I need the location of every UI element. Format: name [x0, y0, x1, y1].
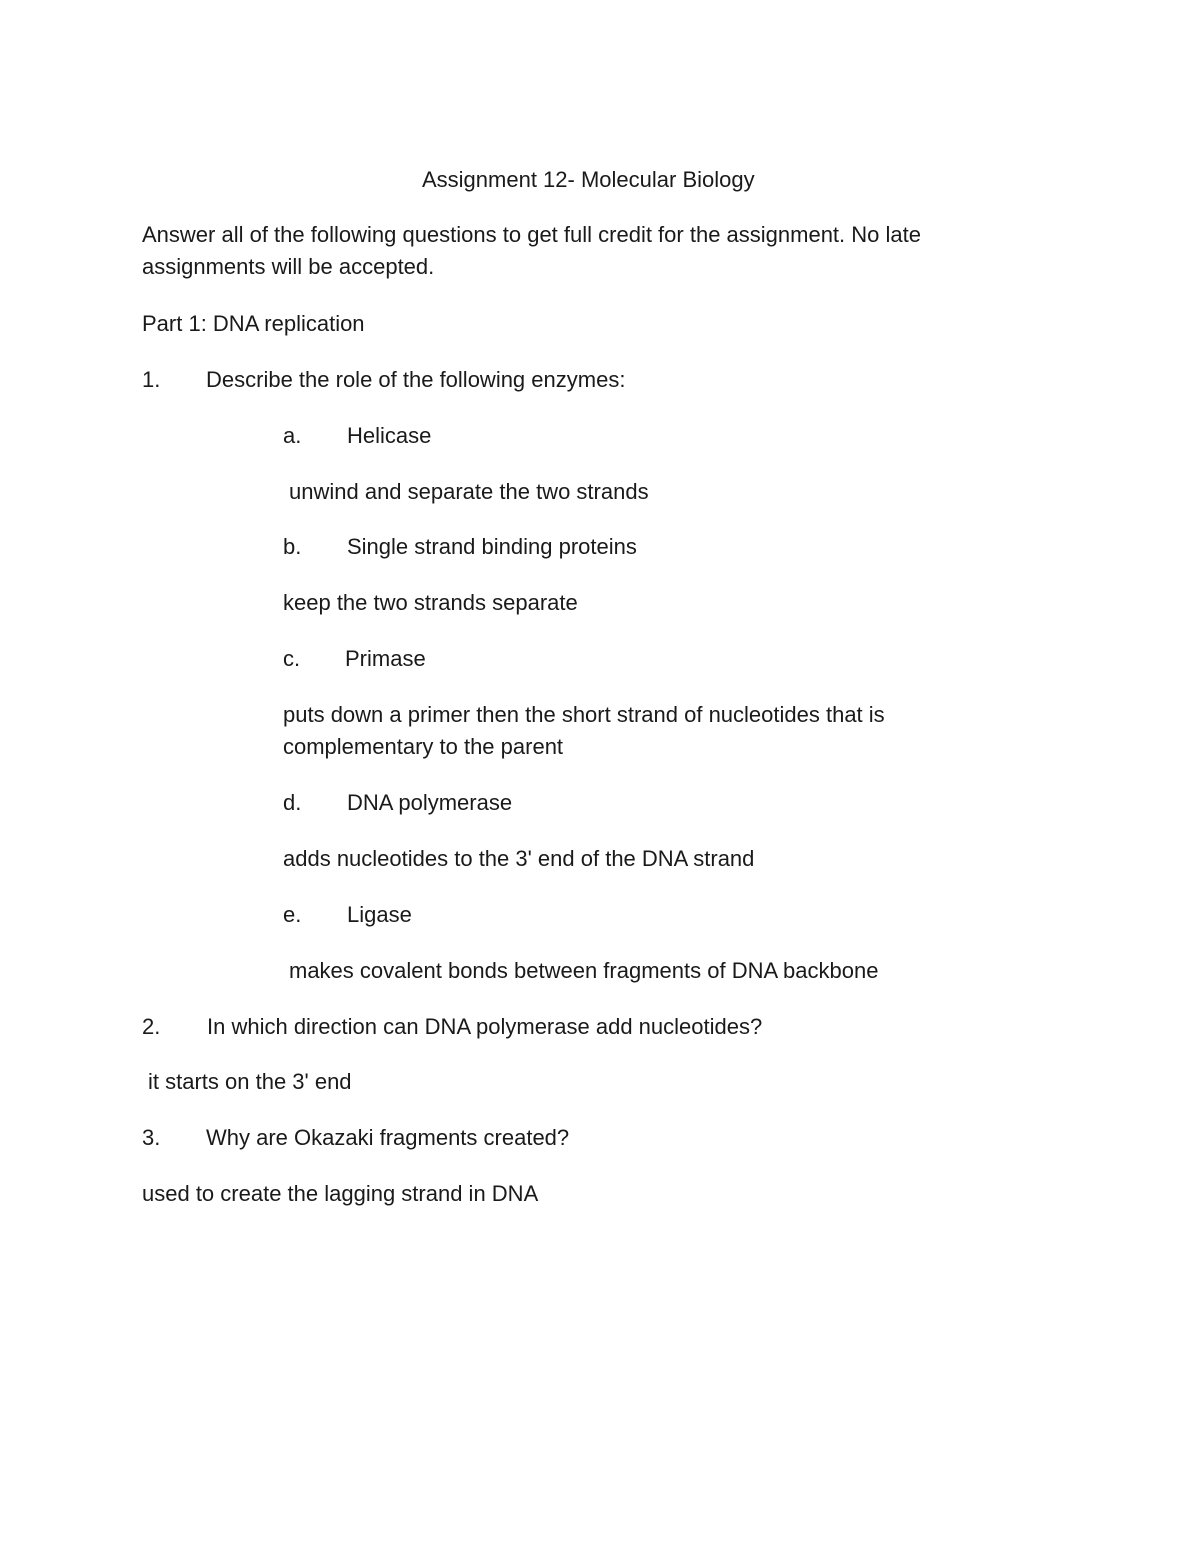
- item-e-letter: e.: [283, 902, 302, 927]
- item-a-label: Helicase: [347, 423, 432, 448]
- item-a-answer: unwind and separate the two strands: [289, 479, 649, 504]
- question-2-answer: it starts on the 3' end: [148, 1069, 352, 1094]
- item-a-letter: a.: [283, 423, 302, 448]
- item-d-letter: d.: [283, 790, 302, 815]
- item-c-letter: c.: [283, 646, 301, 671]
- item-e-label: Ligase: [347, 902, 412, 927]
- item-c-label: Primase: [345, 646, 426, 671]
- question-2-number: 2.: [142, 1014, 161, 1039]
- document-title: Assignment 12- Molecular Biology: [422, 167, 755, 192]
- item-d-answer: adds nucleotides to the 3' end of the DNA strand: [283, 846, 755, 871]
- question-1-number: 1.: [142, 367, 161, 392]
- item-c-answer: puts down a primer then the short strand of nucleotides that is complementary to the parent: [283, 702, 885, 759]
- item-d-label: DNA polymerase: [347, 790, 513, 815]
- part-heading: Part 1: DNA replication: [142, 311, 365, 336]
- item-b-letter: b.: [283, 534, 302, 559]
- item-b-answer: keep the two strands separate: [283, 590, 578, 615]
- question-2-text: In which direction can DNA polymerase add nucleotides?: [207, 1014, 763, 1039]
- item-b-label: Single strand binding proteins: [347, 534, 637, 559]
- item-e-answer: makes covalent bonds between fragments of DNA backbone: [289, 958, 879, 983]
- question-1-text: Describe the role of the following enzymes:: [206, 367, 626, 392]
- question-3-answer: used to create the lagging strand in DNA: [142, 1181, 539, 1206]
- question-3-text: Why are Okazaki fragments created?: [206, 1125, 570, 1150]
- question-3-number: 3.: [142, 1125, 161, 1150]
- instructions-text: Answer all of the following questions to get full credit for the assignment. No late assignments will be accepted.: [142, 222, 921, 279]
